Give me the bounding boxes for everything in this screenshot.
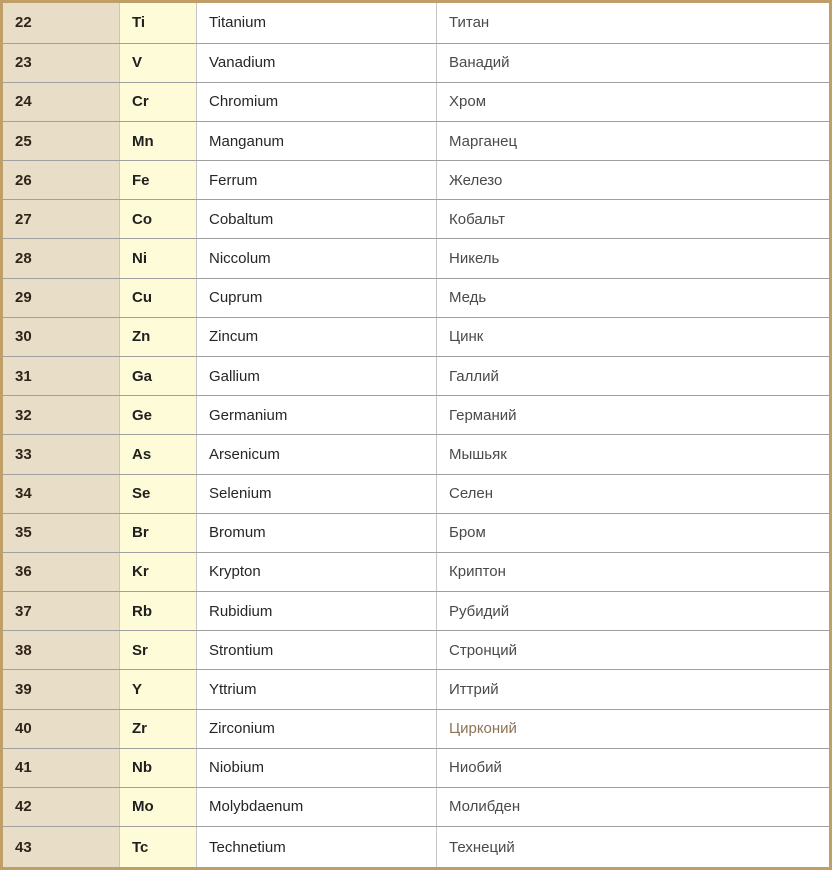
latin-name-cell: Titanium (197, 2, 437, 44)
latin-name-cell: Ferrum (197, 161, 437, 200)
russian-name-cell: Мышьяк (437, 435, 831, 474)
atomic-number-cell: 41 (2, 748, 120, 787)
russian-name-cell: Ниобий (437, 748, 831, 787)
russian-name-cell: Бром (437, 513, 831, 552)
russian-name-cell: Криптон (437, 552, 831, 591)
latin-name-cell: Cuprum (197, 278, 437, 317)
atomic-number-cell: 25 (2, 121, 120, 160)
symbol-cell: Cu (120, 278, 197, 317)
symbol-cell: Sr (120, 631, 197, 670)
symbol-cell: Zn (120, 317, 197, 356)
latin-name-cell: Chromium (197, 82, 437, 121)
atomic-number-cell: 37 (2, 592, 120, 631)
table-row (2, 435, 831, 474)
atomic-number-cell: 23 (2, 43, 120, 82)
table-row (2, 552, 831, 591)
atomic-number-cell: 29 (2, 278, 120, 317)
symbol-cell: Tc (120, 827, 197, 869)
russian-name-cell: Кобальт (437, 200, 831, 239)
table-row (2, 709, 831, 748)
russian-name-cell: Стронций (437, 631, 831, 670)
table-row (2, 396, 831, 435)
atomic-number-cell: 28 (2, 239, 120, 278)
symbol-cell: Ga (120, 357, 197, 396)
latin-name-cell: Yttrium (197, 670, 437, 709)
russian-name-cell: Рубидий (437, 592, 831, 631)
atomic-number-cell: 26 (2, 161, 120, 200)
russian-name-cell: Галлий (437, 357, 831, 396)
russian-name-cell: Хром (437, 82, 831, 121)
symbol-cell: Mo (120, 787, 197, 826)
russian-name-cell: Ванадий (437, 43, 831, 82)
russian-name-cell: Технеций (437, 827, 831, 869)
atomic-number-cell: 43 (2, 827, 120, 869)
symbol-cell: Mn (120, 121, 197, 160)
russian-name-cell: Селен (437, 474, 831, 513)
table-row (2, 787, 831, 826)
atomic-number-cell: 40 (2, 709, 120, 748)
atomic-number-cell: 27 (2, 200, 120, 239)
latin-name-cell: Bromum (197, 513, 437, 552)
latin-name-cell: Germanium (197, 396, 437, 435)
table-row (2, 513, 831, 552)
atomic-number-cell: 31 (2, 357, 120, 396)
russian-name-cell: Железо (437, 161, 831, 200)
symbol-cell: Co (120, 200, 197, 239)
table-row (2, 357, 831, 396)
atomic-number-cell: 24 (2, 82, 120, 121)
symbol-cell: Nb (120, 748, 197, 787)
symbol-cell: Se (120, 474, 197, 513)
atomic-number-cell: 34 (2, 474, 120, 513)
atomic-number-cell: 32 (2, 396, 120, 435)
latin-name-cell: Zincum (197, 317, 437, 356)
latin-name-cell: Selenium (197, 474, 437, 513)
table-row (2, 317, 831, 356)
russian-name-cell: Цирконий (437, 709, 831, 748)
table-row (2, 200, 831, 239)
symbol-cell: Br (120, 513, 197, 552)
latin-name-cell: Manganum (197, 121, 437, 160)
table-row (2, 670, 831, 709)
latin-name-cell: Zirconium (197, 709, 437, 748)
atomic-number-cell: 36 (2, 552, 120, 591)
table-row (2, 748, 831, 787)
symbol-cell: Ti (120, 2, 197, 44)
table-row (2, 121, 831, 160)
latin-name-cell: Cobaltum (197, 200, 437, 239)
russian-name-cell: Марганец (437, 121, 831, 160)
russian-name-cell: Иттрий (437, 670, 831, 709)
latin-name-cell: Strontium (197, 631, 437, 670)
table-row (2, 43, 831, 82)
atomic-number-cell: 38 (2, 631, 120, 670)
latin-name-cell: Gallium (197, 357, 437, 396)
symbol-cell: Ni (120, 239, 197, 278)
table-row (2, 161, 831, 200)
table-row (2, 278, 831, 317)
russian-name-cell: Медь (437, 278, 831, 317)
symbol-cell: Cr (120, 82, 197, 121)
atomic-number-cell: 35 (2, 513, 120, 552)
russian-name-cell: Титан (437, 2, 831, 44)
russian-name-cell: Цинк (437, 317, 831, 356)
table-row (2, 592, 831, 631)
table-row (2, 2, 831, 44)
latin-name-cell: Niccolum (197, 239, 437, 278)
symbol-cell: As (120, 435, 197, 474)
atomic-number-cell: 22 (2, 2, 120, 44)
atomic-number-cell: 33 (2, 435, 120, 474)
latin-name-cell: Molybdaenum (197, 787, 437, 826)
table-row (2, 474, 831, 513)
symbol-cell: Fe (120, 161, 197, 200)
table-row (2, 827, 831, 869)
latin-name-cell: Vanadium (197, 43, 437, 82)
symbol-cell: Y (120, 670, 197, 709)
russian-name-cell: Молибден (437, 787, 831, 826)
atomic-number-cell: 39 (2, 670, 120, 709)
russian-name-cell: Германий (437, 396, 831, 435)
atomic-number-cell: 30 (2, 317, 120, 356)
symbol-cell: Ge (120, 396, 197, 435)
symbol-cell: Kr (120, 552, 197, 591)
table-row (2, 631, 831, 670)
table-row (2, 239, 831, 278)
atomic-number-cell: 42 (2, 787, 120, 826)
elements-table-body (2, 2, 831, 869)
latin-name-cell: Arsenicum (197, 435, 437, 474)
symbol-cell: Zr (120, 709, 197, 748)
table-row (2, 82, 831, 121)
symbol-cell: Rb (120, 592, 197, 631)
latin-name-cell: Krypton (197, 552, 437, 591)
latin-name-cell: Technetium (197, 827, 437, 869)
russian-name-cell: Никель (437, 239, 831, 278)
symbol-cell: V (120, 43, 197, 82)
latin-name-cell: Rubidium (197, 592, 437, 631)
latin-name-cell: Niobium (197, 748, 437, 787)
